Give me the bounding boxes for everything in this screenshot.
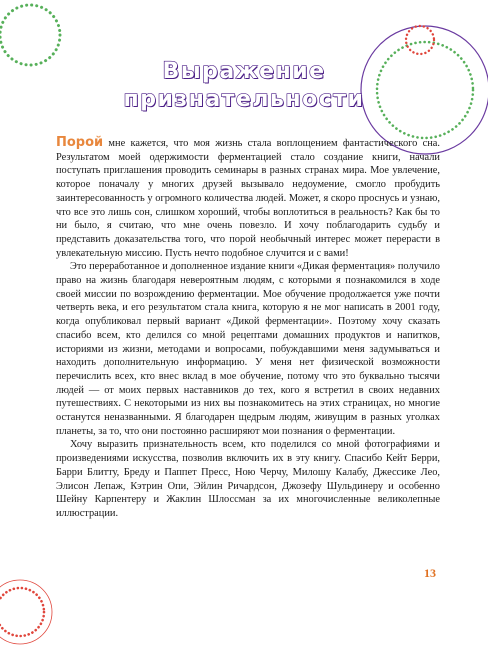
body-text <box>56 136 440 521</box>
deco-circle-red-topright <box>406 26 434 54</box>
page-number: 13 <box>424 566 436 580</box>
deco-circle-red-bottomleft <box>0 588 44 636</box>
paragraph-1 <box>56 136 440 260</box>
title-line-2: признательности <box>123 87 365 112</box>
paragraph-2-text: Это переработанное и дополненное издание книги «Дикая ферментация» получило право на жизнь благодаря невероятным людям, с которыми я познакомился в ходе своей миссии по возрождению ферментации. Мое обучение продолжается уже почти четверть века, и его результатом стала книга, которую я не мог написать в 2001 году, когда опубликовал первый вариант «Дикой ферментации». Поэтому хочу сказать спасибо всем, кто делился со мной рецептами домашних продуктов и напитков, историями из жизни, методами и вопросами, побуждавшими меня задумываться и находить дополнительную информацию. У меня нет физической возможности перечислить всех, кто внес вклад в мое обучение, потому что это буквально тысячи людей — от моих первых наставников до тех, кого я встретил в своих недавних путешествиях. С некоторыми из них вы познакомитесь на этих страницах, но многие останутся неназванными. Я благодарен щедрым людям, живущим в разных уголках планеты, за то, что они постоянно расширяют мои познания о ферментации. <box>56 261 440 437</box>
deco-circle-green-topleft <box>0 5 60 65</box>
paragraph-3-text: Хочу выразить признательность всем, кто поделился со мной фотографиями и произведениями искусства, позволив включить их в эту книгу. Спасибо Кейт Берри, Барри Блитту, Бреду и Паппет Пресс, Ною Черчу, Милошу Калабу, Джессике Лео, Элисон Лепаж, Кэтрин Опи, Эйлин Ричардсон, Джозефу Шульдинеру и особенно Шейну Карпентеру и Жаклин Шлоссман за их многочисленные великолепные иллюстрации. <box>56 439 440 519</box>
page-title <box>40 58 448 114</box>
lead-word: Порой <box>56 135 104 150</box>
paragraph-1-text: мне кажется, что моя жизнь стала воплощением фантастического сна. Результатом моей одержимости ферментацией стало создание книги, начали поступать приглашения проводить семинары в разных странах мира. Мое увлечение, которое поначалу у многих друзей вызывало недоумение, смогло пробудить заинтересованность у огромного количества людей. Может, я скоро проснусь и узнаю, что все это лишь сон, слишком хороший, чтобы воплотиться в реальность? Как бы то ни было, я считаю, что мне очень повезло. И хочу поблагодарить судьбу и представить доказательства того, что порой необычный интерес может перерасти в увлекательную миссию. Пусть нечто подобное случится и с вами! <box>56 138 440 259</box>
title-line-1: Выражение <box>162 59 326 84</box>
paragraph-2 <box>56 260 440 438</box>
paragraph-3 <box>56 438 440 520</box>
